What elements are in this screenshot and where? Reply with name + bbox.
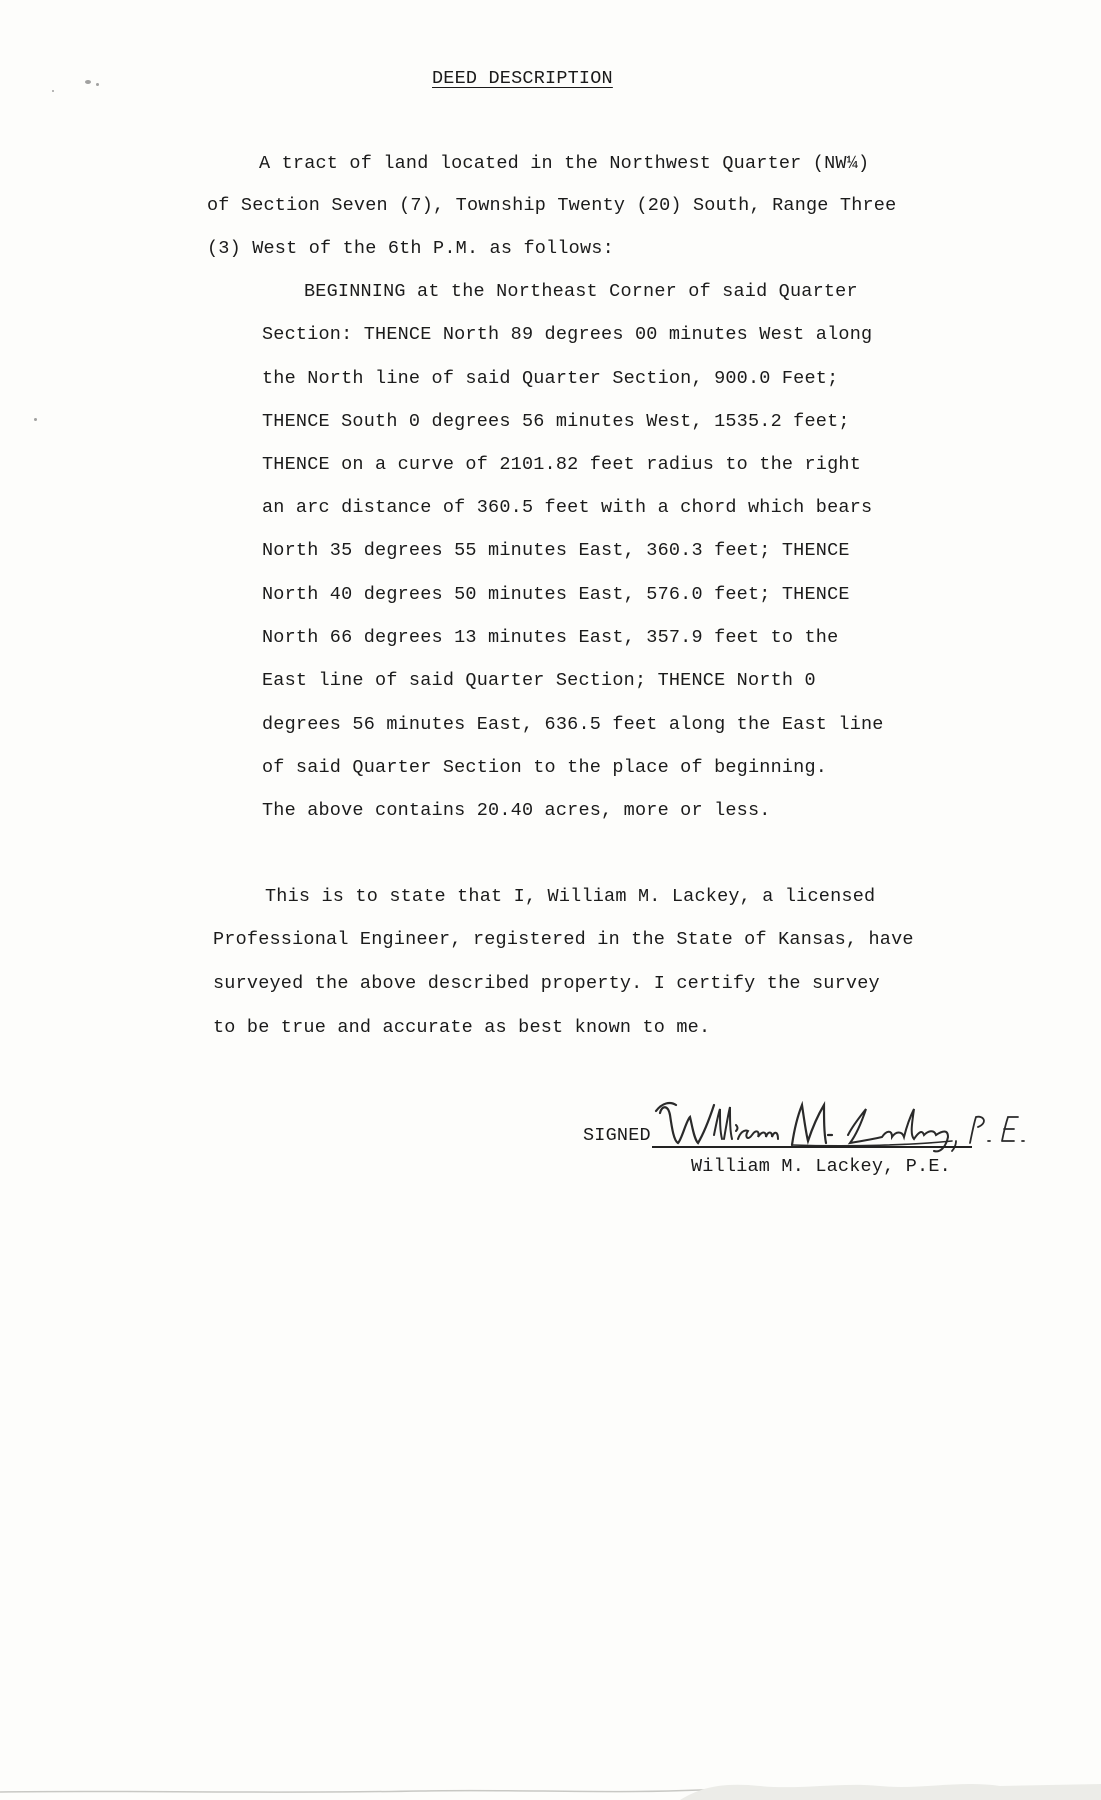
paragraph-2-line-13: The above contains 20.40 acres, more or less.: [262, 800, 771, 821]
signed-label: SIGNED: [583, 1125, 651, 1146]
paragraph-3-line-2: Professional Engineer, registered in the State of Kansas, have: [213, 929, 914, 950]
signer-printed-name: William M. Lackey, P.E.: [691, 1156, 951, 1177]
paragraph-2-line-12: of said Quarter Section to the place of beginning.: [262, 757, 828, 778]
paragraph-2-line-3: the North line of said Quarter Section, 900.0 Feet;: [262, 368, 839, 389]
scan-speck: [96, 83, 99, 86]
torn-bottom-edge: [0, 1760, 1101, 1800]
paragraph-2-line-9: North 66 degrees 13 minutes East, 357.9 feet to the: [262, 627, 839, 648]
paragraph-2-line-11: degrees 56 minutes East, 636.5 feet along the East line: [262, 714, 884, 735]
document-title: DEED DESCRIPTION: [432, 68, 613, 89]
paragraph-2-line-7: North 35 degrees 55 minutes East, 360.3 feet; THENCE: [262, 540, 850, 561]
paragraph-1-line-3: (3) West of the 6th P.M. as follows:: [207, 238, 614, 259]
scan-speck: [52, 90, 54, 92]
signature-line: [652, 1146, 972, 1148]
paragraph-2-line-6: an arc distance of 360.5 feet with a chord which bears: [262, 497, 873, 518]
scan-speck: [34, 418, 37, 421]
paragraph-3-line-4: to be true and accurate as best known to me.: [213, 1017, 711, 1038]
paragraph-2-line-8: North 40 degrees 50 minutes East, 576.0 feet; THENCE: [262, 584, 850, 605]
paragraph-3-line-3: surveyed the above described property. I certify the survey: [213, 973, 880, 994]
paragraph-2-line-4: THENCE South 0 degrees 56 minutes West, 1535.2 feet;: [262, 411, 850, 432]
paragraph-1-line-1: A tract of land located in the Northwest Quarter (NW¼): [259, 153, 870, 174]
paragraph-2-line-2: Section: THENCE North 89 degrees 00 minutes West along: [262, 324, 873, 345]
scan-speck: [85, 80, 91, 84]
paragraph-2-line-10: East line of said Quarter Section; THENCE North 0: [262, 670, 816, 691]
paragraph-2-line-1: BEGINNING at the Northeast Corner of said Quarter: [304, 281, 858, 302]
paragraph-2-line-5: THENCE on a curve of 2101.82 feet radius to the right: [262, 454, 861, 475]
paragraph-3-line-1: This is to state that I, William M. Lackey, a licensed: [265, 886, 876, 907]
paragraph-1-line-2: of Section Seven (7), Township Twenty (20) South, Range Three: [207, 195, 897, 216]
